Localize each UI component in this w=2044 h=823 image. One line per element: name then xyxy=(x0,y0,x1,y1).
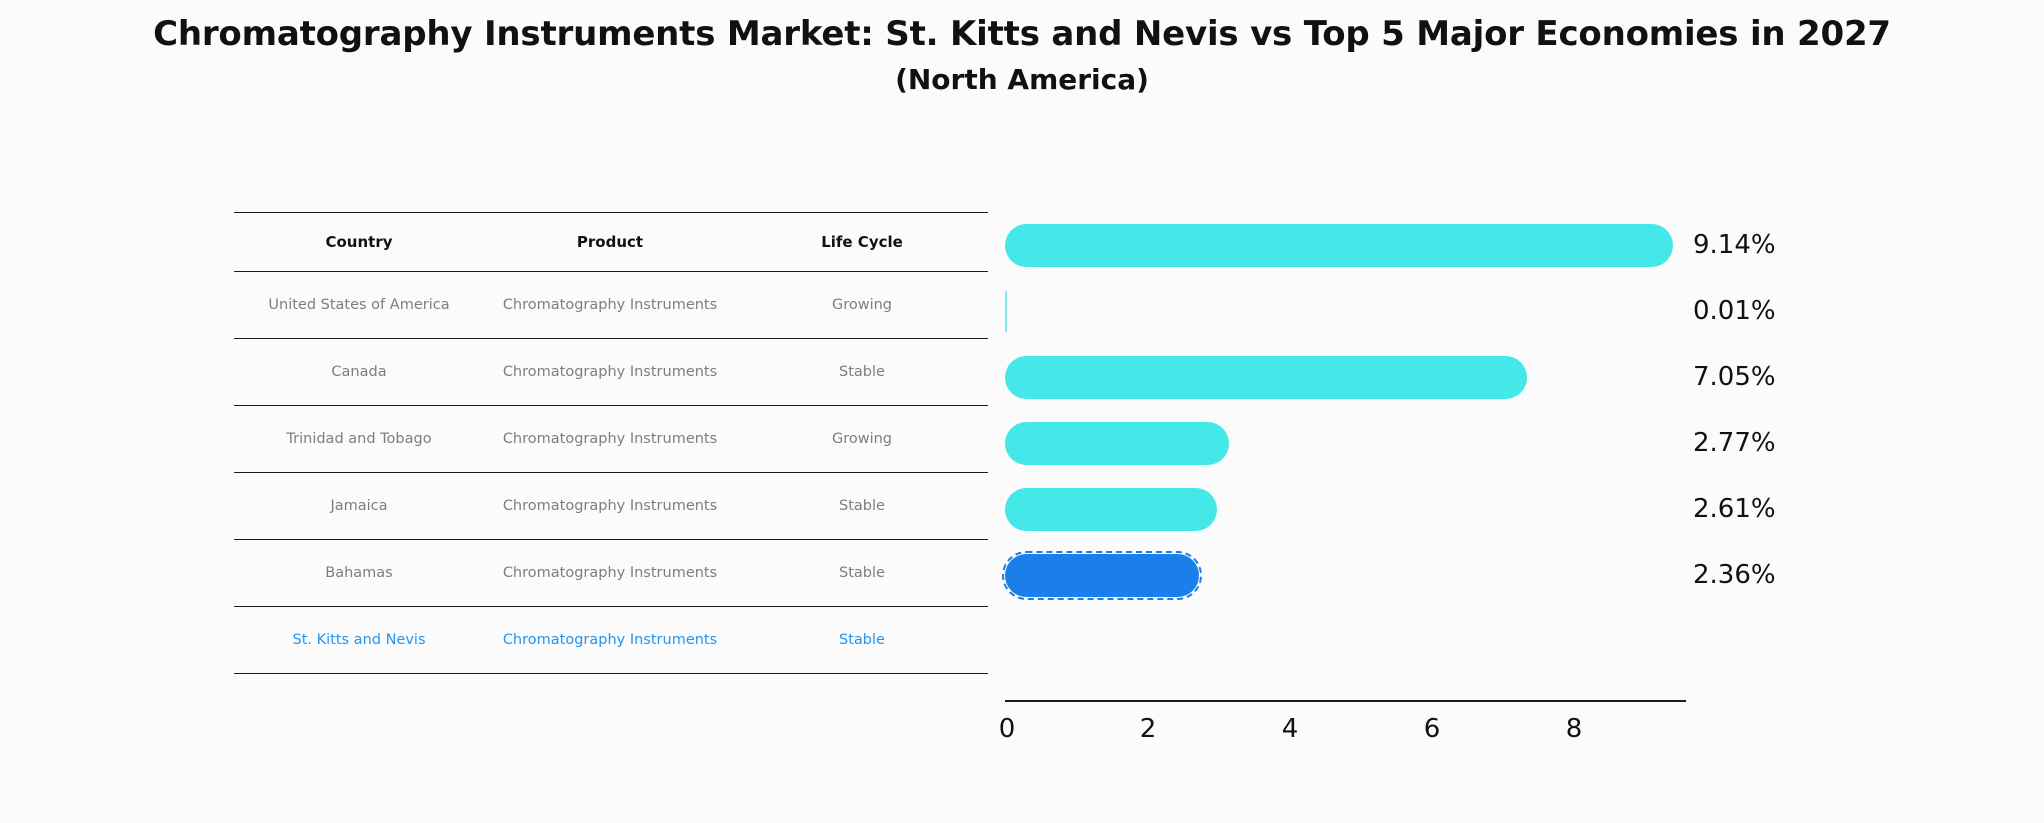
country-matrix-table xyxy=(234,212,988,674)
table-row xyxy=(234,406,988,473)
cell-life-cycle: Stable xyxy=(736,339,988,406)
cell-country: Jamaica xyxy=(234,473,484,540)
bar-segment xyxy=(1005,422,1229,465)
bar-value-label: 2.61% xyxy=(1693,494,1776,524)
column-header-country: Country xyxy=(234,213,484,272)
x-tick-label: 0 xyxy=(998,714,1016,744)
bar-value-label: 2.36% xyxy=(1693,560,1776,590)
cell-product: Chromatography Instruments xyxy=(484,406,736,473)
table-row xyxy=(234,339,988,406)
cell-country: Canada xyxy=(234,339,484,406)
bar-segment xyxy=(1005,356,1527,399)
cell-product: Chromatography Instruments xyxy=(484,473,736,540)
bar-series xyxy=(1005,212,1776,682)
bar-value-label: 9.14% xyxy=(1693,230,1776,260)
bar-row xyxy=(1005,476,1776,542)
bar-row xyxy=(1005,344,1776,410)
bar-segment xyxy=(1005,488,1217,531)
cell-life-cycle: Growing xyxy=(736,272,988,339)
bar-segment xyxy=(1005,224,1673,267)
cell-product: Chromatography Instruments xyxy=(484,607,736,674)
bar-row xyxy=(1005,410,1776,476)
x-tick-label: 4 xyxy=(1281,714,1299,744)
x-tick-label: 6 xyxy=(1423,714,1441,744)
page-title: Chromatography Instruments Market: St. Kitts and Nevis vs Top 5 Major Economies in 2027 xyxy=(153,14,1891,54)
table-row-highlighted xyxy=(234,607,988,674)
cell-country: Bahamas xyxy=(234,540,484,607)
cell-product: Chromatography Instruments xyxy=(484,339,736,406)
cell-product: Chromatography Instruments xyxy=(484,540,736,607)
table-row xyxy=(234,272,988,339)
table-header-row xyxy=(234,213,988,272)
bar-segment xyxy=(1005,291,1007,332)
x-tick-label: 2 xyxy=(1139,714,1157,744)
bar-value-label: 0.01% xyxy=(1693,296,1776,326)
bar-row-highlighted xyxy=(1005,542,1776,608)
cell-country: St. Kitts and Nevis xyxy=(234,607,484,674)
cell-country: Trinidad and Tobago xyxy=(234,406,484,473)
x-tick-label: 8 xyxy=(1565,714,1583,744)
column-header-product: Product xyxy=(484,213,736,272)
cell-product: Chromatography Instruments xyxy=(484,272,736,339)
cell-country: United States of America xyxy=(234,272,484,339)
bar-segment-highlighted xyxy=(1005,554,1199,597)
cell-life-cycle: Stable xyxy=(736,473,988,540)
bar-row xyxy=(1005,212,1776,278)
table-row xyxy=(234,540,988,607)
bar-value-label: 7.05% xyxy=(1693,362,1776,392)
cell-life-cycle: Growing xyxy=(736,406,988,473)
page-subtitle: (North America) xyxy=(895,63,1149,97)
table-row xyxy=(234,473,988,540)
bar-value-label: 2.77% xyxy=(1693,428,1776,458)
cell-life-cycle: Stable xyxy=(736,607,988,674)
column-header-life-cycle: Life Cycle xyxy=(736,213,988,272)
cell-life-cycle: Stable xyxy=(736,540,988,607)
bar-row xyxy=(1005,278,1776,344)
x-axis-line xyxy=(1005,700,1686,702)
